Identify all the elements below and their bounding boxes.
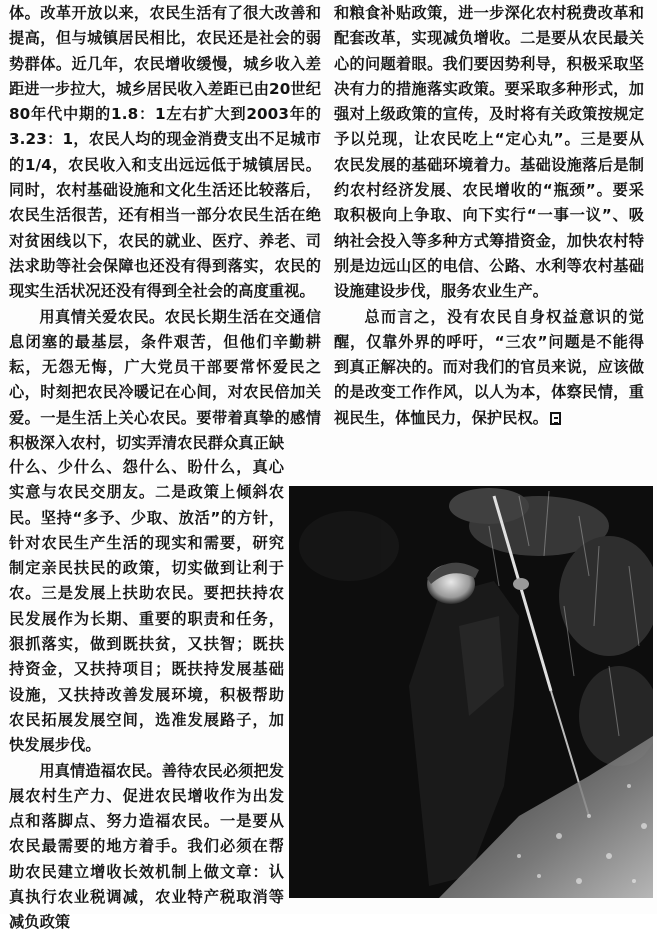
paragraph-rural-income-gap: 体。改革开放以来，农民生活有了很大改善和提高，但与城镇居民相比，农民还是社会的弱势群体。近几年，农民增收缓慢，城乡收入差距进一步拉大，城乡居民收入差距已由20世纪80年代中期的1.8：1左右扩大到2003年的3.23：1，农民人均的现金消费支出不足城市的1/4，农民收入和支出远远低于城镇居民。同时，农村基础设施和文化生活还比较落后，农民生活很苦，还有相当一部分农民生活在绝对贫困线以下，农民的就业、医疗、养老、司法求助等社会保障也还没有得到落实，农民的现实生活状况还没有得到全社会的高度重视。: [9, 4, 321, 301]
article-end-mark-icon: [550, 412, 561, 425]
left-column-lower-text: [9, 455, 284, 936]
paragraph-policy-support-continued: 什么、少什么、怨什么、盼什么，真心实意与农民交朋友。二是政策上倾斜农民。坚持“多予、少取、放活”的方针，针对农民生产生活的现实和需要，研究制定亲民扶民的政策，切实做到让利于农。三是发展上扶助农民。要把扶持农民发展作为长期、重要的职责和任务，狠抓落实，做到既扶贫，又扶智；既扶持资金，又扶持项目；既扶持发展基础设施，又扶持改善发展环境，积极帮助农民拓展发展空间，选准发展路子，加快发展步伐。: [9, 458, 284, 755]
left-column-upper-text: [9, 1, 321, 456]
paragraph-conclusion: [334, 305, 644, 431]
conclusion-text: 总而言之，没有农民自身权益意识的觉醒，仅靠外界的呼吁，“三农”问题是不能得到真正解决的。而对我们的官员来说，应该做的是改变工作作风，以人为本，体察民情，重视民生，体恤民力，保护民权。: [334, 307, 644, 427]
paragraph-benefit-farmers: 用真情造福农民。善待农民必须把发展农村生产力、促进农民增收作为出发点和落脚点、努力造福农民。一是要从农民最需要的地方着手。我们必须在帮助农民建立增收长效机制上做文章：认真执行农业税调减，农业特产税取消等减负政策: [9, 761, 284, 932]
right-column-text: [334, 1, 644, 431]
photo-illustration: [289, 486, 653, 898]
farmer-hillside-photo: [289, 486, 653, 898]
paragraph-tax-reform-infrastructure: 和粮食补贴政策，进一步深化农村税费改革和配套改革，实现减负增收。二是要从农民最关心的问题着眼。我们要因势利导，积极采取坚决有力的措施落实政策。要采取多种形式，加强对上级政策的宣传，及时将有关政策按规定予以兑现，让农民吃上“定心丸”。三是要从农民发展的基础环境着力。基础设施落后是制约农村经济发展、农民增收的“瓶颈”。要采取积极向上争取、向下实行“一事一议”、吸纳社会投入等多种方式筹措资金，加快农村特别是边远山区的电信、公路、水利等农村基础设施建设步伐，服务农业生产。: [334, 4, 644, 301]
paragraph-care-for-farmers: 用真情关爱农民。农民长期生活在交通信息闭塞的最基层，条件艰苦，但他们辛勤耕耘，无怨无悔，广大党员干部要常怀爱民之心，时刻把农民冷暖记在心间，对农民倍加关爱。一是生活上关心农民。要带着真挚的感情积极深入农村，切实弄清农民群众真正缺: [9, 307, 321, 453]
